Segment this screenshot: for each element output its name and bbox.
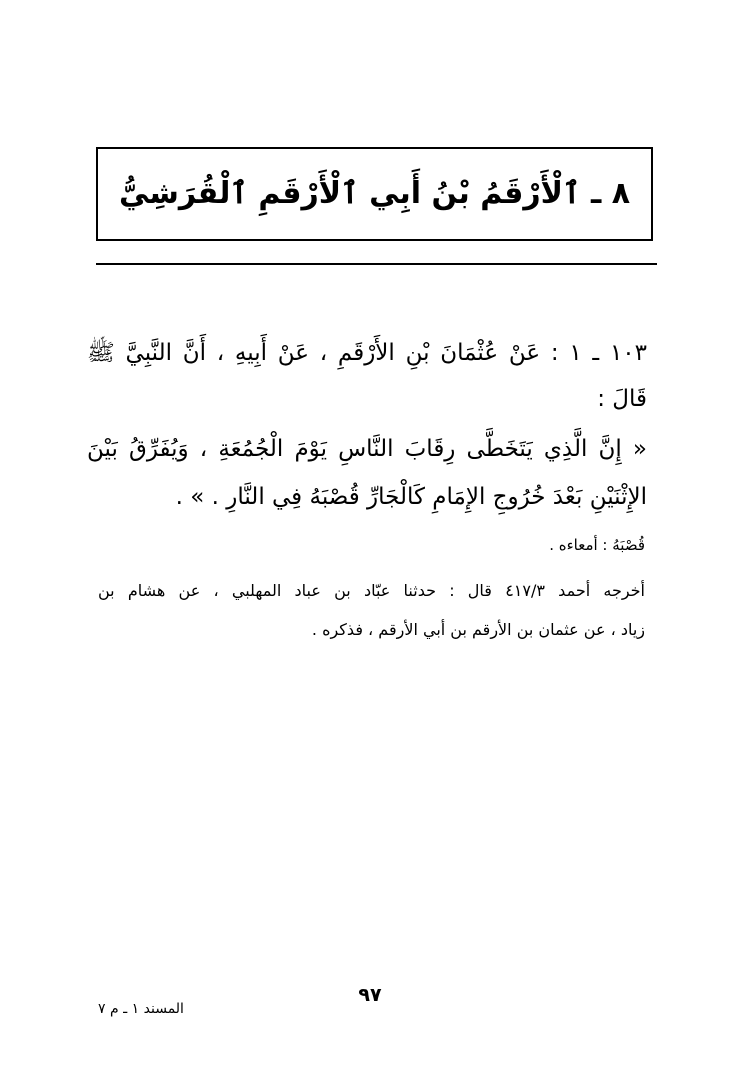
chapter-title: ٨ ـ ٱلْأَرْقَمُ بْنُ أَبِي ٱلْأَرْقَمِ ٱلْقُرَشِيُّ xyxy=(118,176,631,211)
hadith-isnad-line-1: ١٠٣ ـ ١ : عَنْ عُثْمَانَ بْنِ الأَرْقَمِ ، عَنْ أَبِيهِ ، أَنَّ النَّبِيَّ ﷺ xyxy=(87,340,647,366)
page-number: ٩٧ xyxy=(358,984,382,1006)
hadith-isnad-line-2: قَالَ : xyxy=(597,386,647,412)
takhrij-line-1: أخرجه أحمد ٤١٧/٣ قال : حدثنا عبّاد بن عباد المهلبي ، عن هشام بن xyxy=(98,581,646,600)
hadith-matn-line-2: الإِثْنَيْنِ بَعْدَ خُرُوجِ الإِمَامِ كَالْجَارِّ قُصْبَهُ فِي النَّارِ . » . xyxy=(175,484,647,510)
printer-signature: المسند ١ ـ م ٧ xyxy=(98,1001,184,1017)
takhrij-line-2: زياد ، عن عثمان بن الأرقم بن أبي الأرقم ، فذكره . xyxy=(311,620,645,639)
hadith-matn-line-1: « إِنَّ الَّذِي يَتَخَطَّى رِقَابَ النَّاسِ يَوْمَ الْجُمُعَةِ ، وَيُفَرِّقُ بَيْنَ xyxy=(87,436,647,462)
chapter-heading-box xyxy=(96,147,653,241)
word-gloss: قُصْبَهُ : أمعاءه . xyxy=(549,536,645,554)
header-rule xyxy=(96,263,657,265)
